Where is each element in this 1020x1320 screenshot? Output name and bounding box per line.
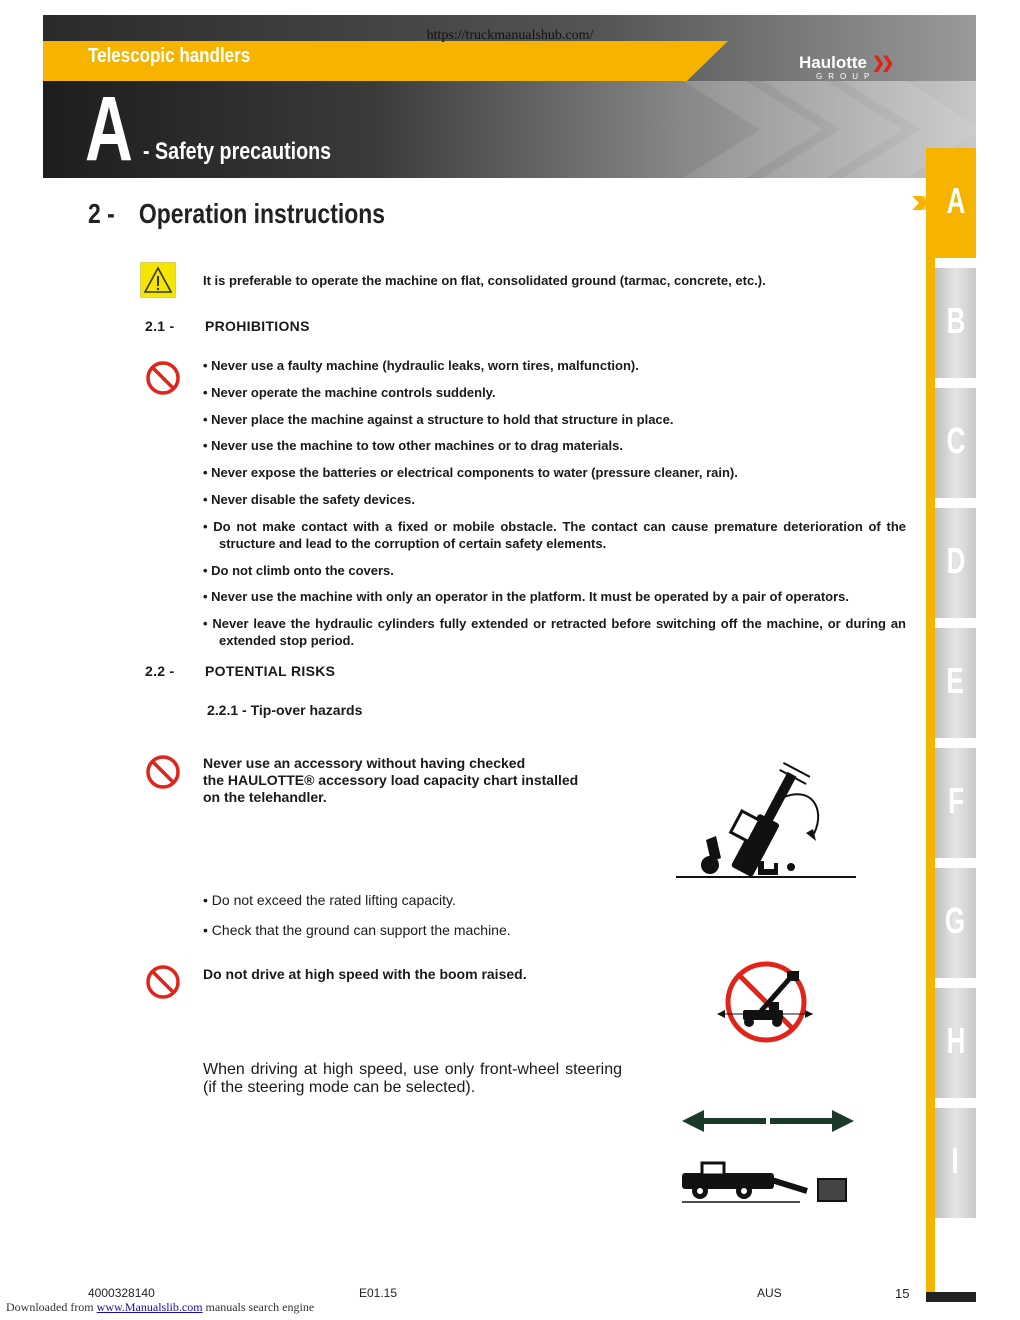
prohibitions-list xyxy=(203,357,906,659)
source-url[interactable]: https://truckmanualshub.com/ xyxy=(426,28,594,43)
front-wheel-steering-note: When driving at high speed, use only front-wheel steering (if the steering mode can be selected). xyxy=(203,1061,622,1096)
tip-over-heading: 2.2.1 - Tip-over hazards xyxy=(207,702,363,718)
prohibitions-number: 2.1 - xyxy=(145,318,175,334)
list-item: • Never use the machine to tow other machines or to drag materials. xyxy=(203,438,623,454)
tab-g[interactable] xyxy=(935,868,976,978)
tab-spine xyxy=(926,148,935,1293)
list-item: • Never use a faulty machine (hydraulic leaks, worn tires, malfunction). xyxy=(203,358,639,373)
prohibition-icon xyxy=(145,754,181,790)
download-prefix: Downloaded from xyxy=(6,1300,94,1314)
tip-over-illustration xyxy=(676,745,856,880)
warning-icon xyxy=(140,262,176,298)
intro-note: It is preferable to operate the machine on flat, consolidated ground (tarmac, concrete, etc.). xyxy=(203,273,766,288)
no-drive-boom-raised-icon xyxy=(713,955,813,1050)
accessory-warning xyxy=(203,755,578,806)
warning-line: on the telehandler. xyxy=(203,789,327,805)
prohibitions-title: PROHIBITIONS xyxy=(205,318,310,334)
warning-line: Never use an accessory without having checked xyxy=(203,755,526,771)
prohibitions-heading xyxy=(145,318,310,334)
tab-label: C xyxy=(946,420,965,461)
warning-line: the HAULOTTE® accessory load capacity chart installed xyxy=(203,772,579,788)
prohibition-icon xyxy=(145,964,181,1000)
edition: E01.15 xyxy=(359,1286,398,1300)
region: AUS xyxy=(757,1286,782,1300)
speed-warning: Do not drive at high speed with the boom raised. xyxy=(203,966,527,982)
tab-label: F xyxy=(947,780,964,821)
tab-label: I xyxy=(951,1140,960,1181)
risks-title: POTENTIAL RISKS xyxy=(205,663,336,679)
page-title xyxy=(88,198,385,230)
tab-a[interactable] xyxy=(935,148,976,258)
tab-label: E xyxy=(946,660,965,701)
logo-group-text: GROUP xyxy=(816,72,876,81)
tab-f[interactable] xyxy=(935,748,976,858)
tab-h[interactable] xyxy=(935,988,976,1098)
tab-label: B xyxy=(946,300,965,341)
list-item: • Do not climb onto the covers. xyxy=(203,562,394,578)
list-item: • Never disable the safety devices. xyxy=(203,491,415,507)
download-suffix: manuals search engine xyxy=(202,1300,315,1314)
prohibition-icon xyxy=(145,360,181,396)
list-item: • Never expose the batteries or electrical components to water (pressure cleaner, rain). xyxy=(203,465,738,481)
heading-text: Operation instructions xyxy=(138,198,386,229)
download-credit xyxy=(6,1300,314,1315)
tab-b[interactable] xyxy=(935,268,976,378)
product-title: Telescopic handlers xyxy=(88,45,251,67)
section-title: - Safety precautions xyxy=(143,138,332,165)
driving-direction-illustration xyxy=(682,1105,854,1205)
tab-footer-bar xyxy=(926,1292,976,1302)
section-letter: A xyxy=(85,78,133,178)
risks-heading xyxy=(145,663,335,679)
list-item: • Never use the machine with only an operator in the platform. It must be operated by a pair of operators. xyxy=(203,589,850,605)
haulotte-logo xyxy=(799,53,891,73)
tab-e[interactable] xyxy=(935,628,976,738)
risks-number: 2.2 - xyxy=(145,663,175,679)
logo-text: Haulotte xyxy=(799,53,867,72)
manualslib-link[interactable]: www.Manualslib.com xyxy=(96,1300,203,1314)
list-item: • Do not make contact with a fixed or mobile obstacle. The contact can cause premature deterioration of the structure and lead to the corruption of certain safety elements. xyxy=(203,518,906,551)
list-item: • Never place the machine against a structure to hold that structure in place. xyxy=(203,411,674,427)
tab-label: D xyxy=(946,540,965,581)
capacity-bullet: • Do not exceed the rated lifting capacity. xyxy=(203,892,456,908)
logo-arrow-icon: ❯❯ xyxy=(871,55,891,72)
tab-i[interactable] xyxy=(935,1108,976,1218)
page-number: 15 xyxy=(895,1286,910,1301)
heading-number: 2 - xyxy=(88,198,115,229)
doc-number: 4000328140 xyxy=(88,1286,155,1300)
tab-label: G xyxy=(945,900,966,941)
tab-c[interactable] xyxy=(935,388,976,498)
ground-bullet: • Check that the ground can support the machine. xyxy=(203,922,511,938)
tab-d[interactable] xyxy=(935,508,976,618)
list-item: • Never operate the machine controls suddenly. xyxy=(203,384,496,400)
tab-label: H xyxy=(946,1020,965,1061)
list-item: • Never leave the hydraulic cylinders fully extended or retracted before switching off the machine, or during an extended stop period. xyxy=(203,616,906,649)
tab-label: A xyxy=(946,180,965,221)
